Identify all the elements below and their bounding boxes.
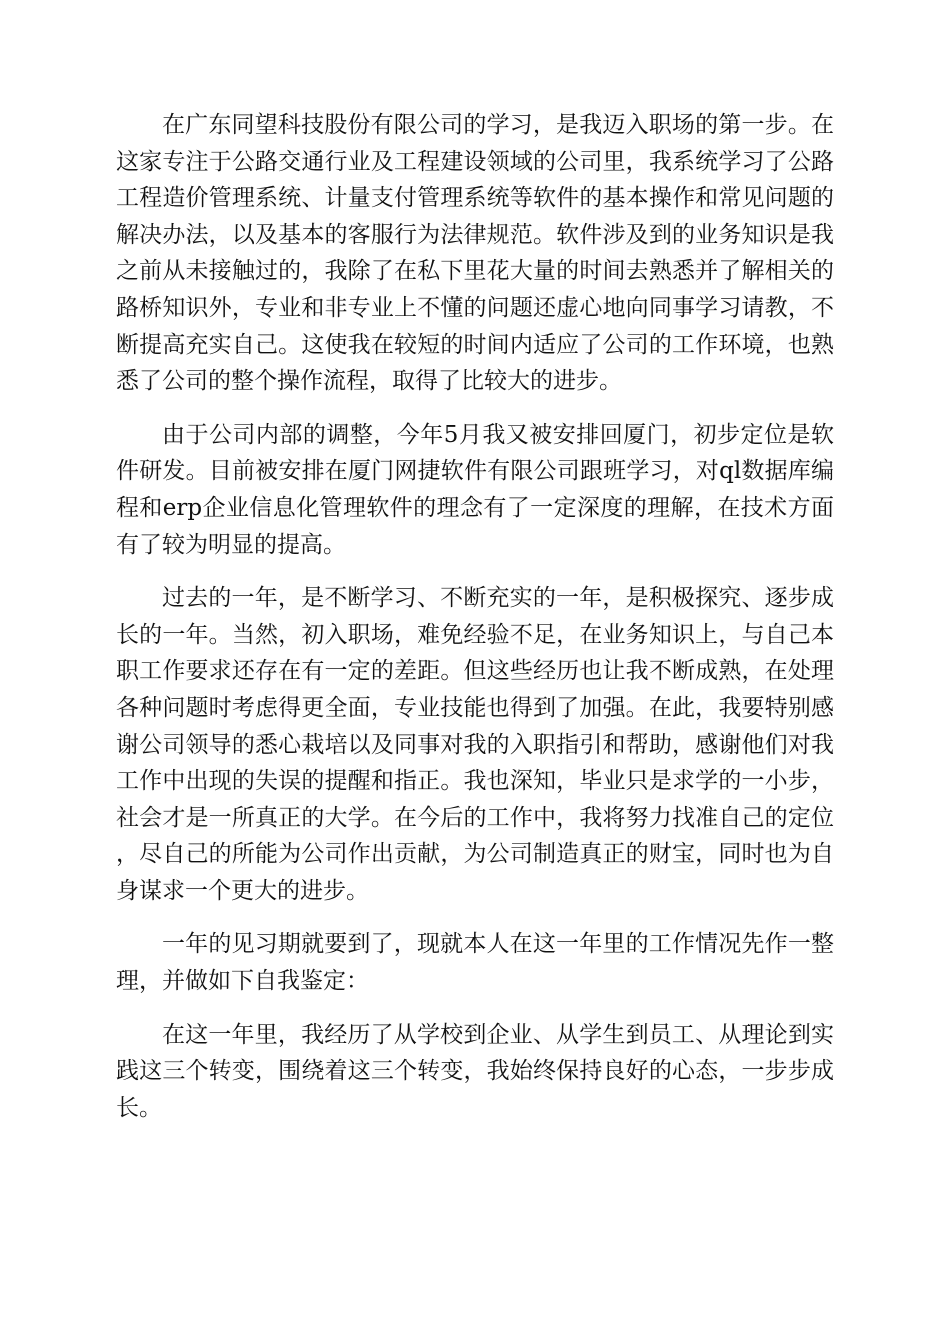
paragraph: 一年的见习期就要到了，现就本人在这一年里的工作情况先作一整理，并做如下自我鉴定： [116, 931, 834, 995]
paragraph: 在广东同望科技股份有限公司的学习，是我迈入职场的第一步。在这家专注于公路交通行业及工程建设领域的公司里，我系统学习了公路工程造价管理系统、计量支付管理系统等软件的基本操作和常见问题的解决办法，以及基本的客服行为法律规范。软件涉及到的业务知识是我之前从未接触过的，我除了在私下里花大量的时间去熟悉并了解相关的路桥知识外，专业和非专业上不懂的问题还虚心地向同事学习请教，不断提高充实自己。这使我在较短的时间内适应了公司的工作环境，也熟悉了公司的整个操作流程，取得了比较大的进步。 [116, 112, 834, 395]
paragraph: 在这一年里，我经历了从学校到企业、从学生到员工、从理论到实践这三个转变，围绕着这三个转变，我始终保持良好的心态，一步步成长。 [116, 1021, 834, 1121]
paragraph: 由于公司内部的调整，今年5月我又被安排回厦门，初步定位是软件研发。目前被安排在厦门网捷软件有限公司跟班学习，对ql数据库编程和erp企业信息化管理软件的理念有了一定深度的理解，在技术方面有了较为明显的提高。 [116, 421, 834, 558]
document-body [116, 107, 834, 1143]
paragraph: 过去的一年，是不断学习、不断充实的一年，是积极探究、逐步成长的一年。当然，初入职场，难免经验不足，在业务知识上，与自己本职工作要求还存在有一定的差距。但这些经历也让我不断成熟，在处理各种问题时考虑得更全面，专业技能也得到了加强。在此，我要特别感谢公司领导的悉心栽培以及同事对我的入职指引和帮助，感谢他们对我工作中出现的失误的提醒和指正。我也深知，毕业只是求学的一小步，社会才是一所真正的大学。在今后的工作中，我将努力找准自己的定位，尽自己的所能为公司作出贡献，为公司制造真正的财宝，同时也为自身谋求一个更大的进步。 [116, 585, 834, 904]
